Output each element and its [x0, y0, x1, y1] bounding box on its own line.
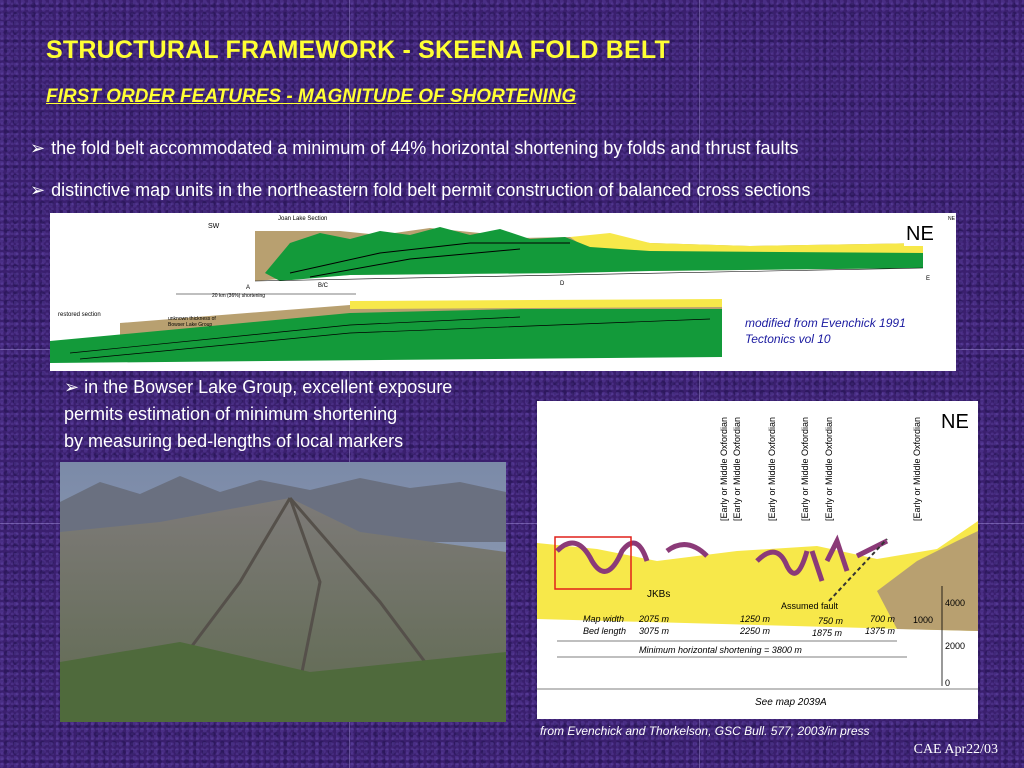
age-label: [Early or Middle Oxfordian — [732, 416, 742, 521]
point-d-label: D — [560, 281, 565, 287]
section-title-label: Joan Lake Section — [278, 216, 328, 222]
bowser-line-1 — [64, 374, 452, 401]
elevation-label: 2000 — [945, 641, 966, 651]
bullet-text: distinctive map units in the northeastern fold belt permit construction of balanced cross sections — [51, 180, 811, 200]
bullet-arrow-icon: ➢ — [30, 180, 46, 200]
map-width-value: 1250 m — [740, 614, 771, 624]
map-width-value: 700 m — [870, 614, 896, 624]
joan-lake-cross-section-figure — [50, 213, 956, 371]
see-map-label: See map 2039A — [755, 697, 827, 708]
bed-length-value: 1375 m — [865, 626, 896, 636]
restored-section-label: restored section — [58, 312, 101, 318]
bullet-arrow-icon: ➢ — [30, 138, 46, 158]
cross-section-graphic — [50, 213, 956, 371]
elevation-label: 0 — [945, 678, 951, 688]
figure-credit-line: from Evenchick and Thorkelson, GSC Bull. 577, 2003/in press — [540, 724, 870, 738]
mountain-photo-graphic — [60, 462, 506, 722]
age-label: [Early or Middle Oxfordian — [912, 416, 922, 521]
mountain-photograph — [60, 462, 506, 722]
age-label-group — [719, 417, 922, 521]
figure-credit-line: Tectonics vol 10 — [745, 332, 831, 346]
bullet-item-2 — [30, 180, 811, 201]
age-label: [Early or Middle Oxfordian — [800, 416, 810, 521]
shortening-note: 20 km (36%) shortening — [212, 293, 266, 299]
ne-small-label: NE — [948, 216, 955, 222]
elevation-label: 1000 — [913, 615, 934, 625]
min-shortening-label: Minimum horizontal shortening = 3800 m — [639, 645, 802, 655]
bed-length-value: 3075 m — [639, 626, 670, 636]
bed-length-cross-section-figure — [537, 401, 978, 719]
point-bc-label: B/C — [318, 283, 329, 289]
ne-direction-label: NE — [941, 411, 969, 433]
bullet-arrow-icon: ➢ — [64, 377, 80, 397]
bed-length-value: 2250 m — [740, 626, 771, 636]
bowser-description — [64, 374, 452, 455]
bed-length-graphic — [537, 401, 978, 719]
sw-label: SW — [208, 223, 220, 230]
footer-text: CAE Apr22/03 — [913, 742, 998, 757]
slide-title: STRUCTURAL FRAMEWORK - SKEENA FOLD BELT — [46, 36, 670, 64]
unknown-thickness-note: Bowser Lake Group — [168, 322, 213, 328]
age-label: [Early or Middle Oxfordian — [719, 416, 729, 521]
age-label: [Early or Middle Oxfordian — [824, 416, 834, 521]
bowser-line-2: permits estimation of minimum shortening — [64, 404, 398, 424]
bed-length-label: Bed length — [583, 626, 627, 636]
map-width-value: 750 m — [818, 616, 844, 626]
age-label: [Early or Middle Oxfordian — [767, 416, 777, 521]
map-width-label: Map width — [583, 614, 625, 624]
bullet-item-1 — [30, 138, 799, 159]
green-unit-area — [50, 309, 722, 363]
figure-credit-line: modified from Evenchick 1991 — [745, 316, 906, 330]
bowser-line-3: by measuring bed-lengths of local markers — [64, 431, 404, 451]
elevation-label: 4000 — [945, 598, 966, 608]
unit-label: JKBs — [647, 589, 671, 600]
point-a-label: A — [246, 285, 251, 291]
bed-length-value: 1875 m — [812, 628, 843, 638]
unknown-thickness-note: unknown thickness of — [168, 316, 216, 322]
bullet-text: the fold belt accommodated a minimum of 44% horizontal shortening by folds and thrust faults — [51, 138, 799, 158]
assumed-fault-label: Assumed fault — [781, 601, 839, 611]
map-width-value: 2075 m — [639, 614, 670, 624]
point-e-label: E — [926, 276, 931, 282]
slide-subtitle: FIRST ORDER FEATURES - MAGNITUDE OF SHORTENING — [46, 86, 577, 107]
bowser-line-text: in the Bowser Lake Group, excellent exposure — [84, 377, 453, 397]
ne-direction-label: NE — [906, 223, 934, 245]
